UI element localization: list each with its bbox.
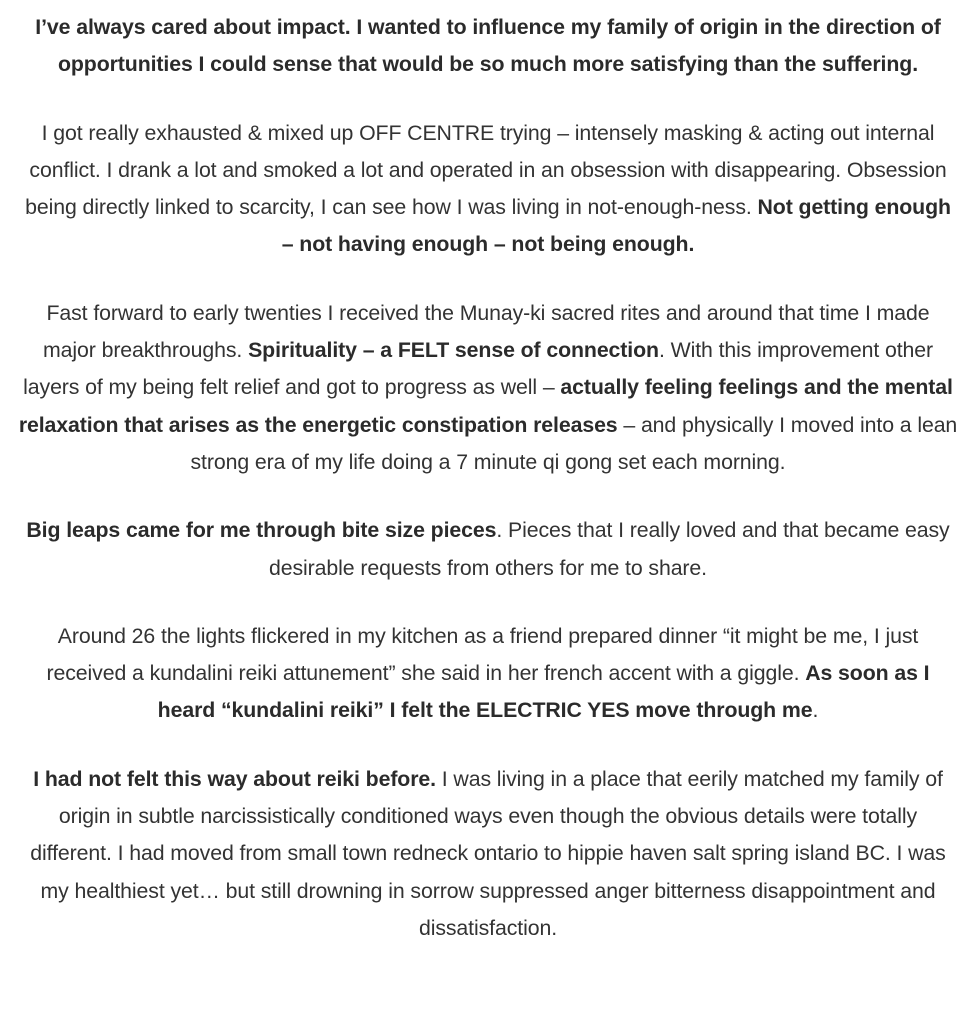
bold-text: actually feeling feelings and the mental relaxation that arises as the energetic constipation releases [18,375,953,437]
paragraph-kundalini [18,618,958,730]
article-body [0,9,976,978]
body-text: Fast forward to early twenties I received the Munay-ki sacred rites and around that time I made major breakthroughs. [43,300,930,363]
bold-text: As soon as I heard “kundalini reiki” I felt the ELECTRIC YES move through me [157,661,930,723]
paragraph-off-centre [18,115,958,264]
paragraph-munay-ki [18,295,958,481]
paragraph-reiki [18,761,958,947]
paragraph-impact [18,9,958,84]
body-text: I got really exhausted & mixed up OFF CENTRE trying – intensely masking & acting out internal conflict. I drank a lot and smoked a lot and operated in an obsession with disappearing. Obsession being directly linked to scarcity, I can see how I was living in not-enough-ness. [25,120,947,220]
bottom-fade [0,999,976,1023]
body-text: . Pieces that I really loved and that became easy desirable requests from others for me to share. [268,518,950,580]
bold-text: I’ve always cared about impact. I wanted to influence my family of origin in the direction of opportunities I could sense that would be so much more satisfying than the suffering. [35,15,941,77]
body-text: Around 26 the lights flickered in my kitchen as a friend prepared dinner “it might be me, I just received a kundalini reiki attunement” she said in her french accent with a giggle. [46,623,919,686]
body-text: . With this improvement other layers of my being felt relief and got to progress as well – [23,338,933,400]
body-text: I was living in a place that eerily matched my family of origin in subtle narcissistically conditioned ways even though the obvious details were totally different. I had moved from small town redneck ontario to hippie haven salt spring island BC. I was my healthiest yet… but still drowning in sorrow suppressed anger bitterness disappointment and dissatisfaction. [30,766,946,940]
bold-text: Not getting enough – not having enough – not being enough. [281,195,951,257]
body-text: – and physically I moved into a lean strong era of my life doing a 7 minute qi gong set each morning. [190,412,958,474]
bold-text: Big leaps came for me through bite size pieces [26,518,497,543]
paragraph-big-leaps [18,512,958,587]
body-text: . [812,698,819,723]
bold-text: I had not felt this way about reiki before. [33,766,436,791]
bold-text: Spirituality – a FELT sense of connection [248,338,659,363]
